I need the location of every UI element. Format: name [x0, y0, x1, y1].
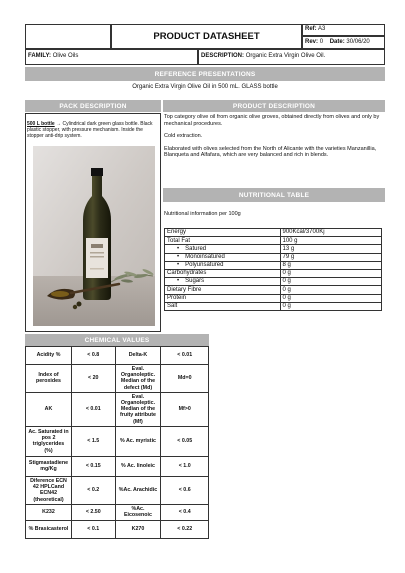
- family-value: Olive Oils: [52, 53, 79, 59]
- chemical-row: [26, 347, 209, 365]
- chemical-values-table: [25, 346, 209, 539]
- chemical-parameter: AK: [26, 392, 72, 426]
- chemical-limit: < 0.6: [161, 476, 209, 504]
- description-label: DESCRIPTION:: [201, 53, 245, 59]
- olive-oil-bottle-photo: [33, 146, 155, 326]
- chemical-parameter: %Ac. Arachidic: [115, 476, 161, 504]
- chemical-limit: < 0.1: [71, 520, 115, 538]
- chemical-parameter: K270: [115, 520, 161, 538]
- nutrient-name: • Sugars: [165, 278, 281, 286]
- nutrition-row: [165, 229, 382, 237]
- nutrition-row: [165, 302, 382, 310]
- nutrient-value: 100 g: [280, 237, 382, 245]
- date-label: Date:: [329, 39, 345, 45]
- description-value: Organic Extra Virgin Olive Oil.: [245, 53, 326, 59]
- chemical-limit: < 0.15: [71, 456, 115, 476]
- chemical-limit: < 20: [71, 365, 115, 393]
- chemical-parameter: Stigmastadiene mg/Kg: [26, 456, 72, 476]
- nutrient-value: 0 g: [280, 269, 382, 277]
- chemical-parameter: % Ac. myristic: [115, 426, 161, 456]
- chemical-limit: < 1.5: [71, 426, 115, 456]
- chemical-parameter: Diference ECN 42 HPLCand ECN42 (theoretical): [26, 476, 72, 504]
- nutrient-name: Total Fat: [165, 237, 281, 245]
- nutrient-name: • Satured: [165, 245, 281, 253]
- chemical-limit: < 0.4: [161, 504, 209, 520]
- description-cell: [198, 49, 385, 65]
- product-desc-paragraph-3: Elaborated with olives selected from the North of Alicante with the varieties Manzanillia, Blanqueta and Alfafara, which are very balanced and rich in blends.: [164, 145, 377, 158]
- rev-value: 0: [319, 39, 324, 45]
- nutrition-row: [165, 278, 382, 286]
- nutrient-name: Dietary Fibre: [165, 286, 281, 294]
- nutrient-name: Carbohydrates: [165, 269, 281, 277]
- nutrient-value: 0 g: [280, 302, 382, 310]
- nutrient-name: • Polyunsatured: [165, 261, 281, 269]
- chemical-row: [26, 504, 209, 520]
- chemical-limit: < 0.05: [161, 426, 209, 456]
- page-title: PRODUCT DATASHEET: [111, 24, 302, 49]
- chemical-limit: Mf>0: [161, 392, 209, 426]
- pack-description-text: [27, 121, 159, 139]
- nutrient-value: 13 g: [280, 245, 382, 253]
- family-cell: [25, 49, 198, 65]
- ref-value: A3: [318, 26, 326, 32]
- chemical-limit: < 0.22: [161, 520, 209, 538]
- nutrition-row: [165, 245, 382, 253]
- nutrient-name: Energy: [165, 229, 281, 237]
- bottle-label: 500 L bottle: [27, 121, 55, 127]
- chemical-row: [26, 456, 209, 476]
- chemical-limit: < 0.01: [161, 347, 209, 365]
- chemical-row: [26, 476, 209, 504]
- chemical-row: [26, 392, 209, 426]
- nutrition-row: [165, 286, 382, 294]
- header-logo-cell: [25, 24, 111, 49]
- nutritional-table-header: NUTRITIONAL TABLE: [163, 188, 385, 202]
- bottle-description: Cylindrical dark green glass bottle. Black plastic stopper, with pressure mechanism. Inside the stopper anti-drip system.: [27, 121, 153, 139]
- nutrient-name: Protein: [165, 294, 281, 302]
- pack-description-header: PACK DESCRIPTION: [25, 100, 161, 112]
- nutrient-value: 79 g: [280, 253, 382, 261]
- chemical-parameter: % Ac. linoleic: [115, 456, 161, 476]
- chemical-row: [26, 520, 209, 538]
- product-description-header: PRODUCT DESCRIPTION: [163, 100, 385, 112]
- product-photo: [33, 146, 155, 326]
- rev-label: Rev:: [305, 39, 319, 45]
- chemical-row: [26, 426, 209, 456]
- chemical-limit: < 0.01: [71, 392, 115, 426]
- chemical-limit: < 0.2: [71, 476, 115, 504]
- chemical-values-header: CHEMICAL VALUES: [25, 334, 209, 346]
- chemical-parameter: Ac. Saturated in pos 2 triglycerides (%): [26, 426, 72, 456]
- nutrient-value: 0 g: [280, 286, 382, 294]
- ref-cell: [302, 24, 385, 36]
- nutrition-row: [165, 253, 382, 261]
- nutrition-row: [165, 261, 382, 269]
- chemical-row: [26, 365, 209, 393]
- reference-header: REFERENCE PRESENTATIONS: [25, 67, 385, 81]
- nutrient-value: 0 g: [280, 294, 382, 302]
- rev-date-cell: [302, 36, 385, 49]
- nutritional-table: [164, 228, 382, 311]
- chemical-parameter: % Brasicasterol: [26, 520, 72, 538]
- date-value: 30/06/20: [346, 39, 370, 45]
- chemical-parameter: K232: [26, 504, 72, 520]
- chemical-parameter: Eval. Organoleptic. Median of the defect (Md): [115, 365, 161, 393]
- ref-label: Ref:: [305, 26, 317, 32]
- chemical-parameter: Delta-K: [115, 347, 161, 365]
- nutrient-value: 900Kcal/3700Kj: [280, 229, 382, 237]
- chemical-limit: < 0.8: [71, 347, 115, 365]
- chemical-parameter: Acidity %: [26, 347, 72, 365]
- chemical-limit: < 2.50: [71, 504, 115, 520]
- family-label: FAMILY:: [28, 53, 52, 59]
- chemical-limit: Md=0: [161, 365, 209, 393]
- nutrient-name: Salt: [165, 302, 281, 310]
- nutrition-row: [165, 294, 382, 302]
- nutrient-value: 0 g: [280, 278, 382, 286]
- chemical-parameter: %Ac. Eicosenoic: [115, 504, 161, 520]
- nutritional-intro: Nutritional information per 100g: [164, 211, 241, 217]
- product-description-text: [164, 114, 384, 159]
- chemical-parameter: Eval. Organoleptic. Median of the fruity attribute (Mf): [115, 392, 161, 426]
- chemical-parameter: Index of peroxides: [26, 365, 72, 393]
- nutrition-row: [165, 269, 382, 277]
- nutrient-value: 8 g: [280, 261, 382, 269]
- nutrient-name: • Monoinsatured: [165, 253, 281, 261]
- product-desc-paragraph-1: Top category olive oil from organic olive groves, obtained directly from olives and only by mechanical procedures.: [164, 114, 380, 127]
- chemical-limit: < 1.0: [161, 456, 209, 476]
- product-desc-paragraph-2: Cold extraction.: [164, 133, 203, 139]
- reference-value: Organic Extra Virgin Olive Oil in 500 mL. GLASS bottle: [132, 84, 278, 90]
- arrow-icon: →: [56, 121, 62, 127]
- nutrition-row: [165, 237, 382, 245]
